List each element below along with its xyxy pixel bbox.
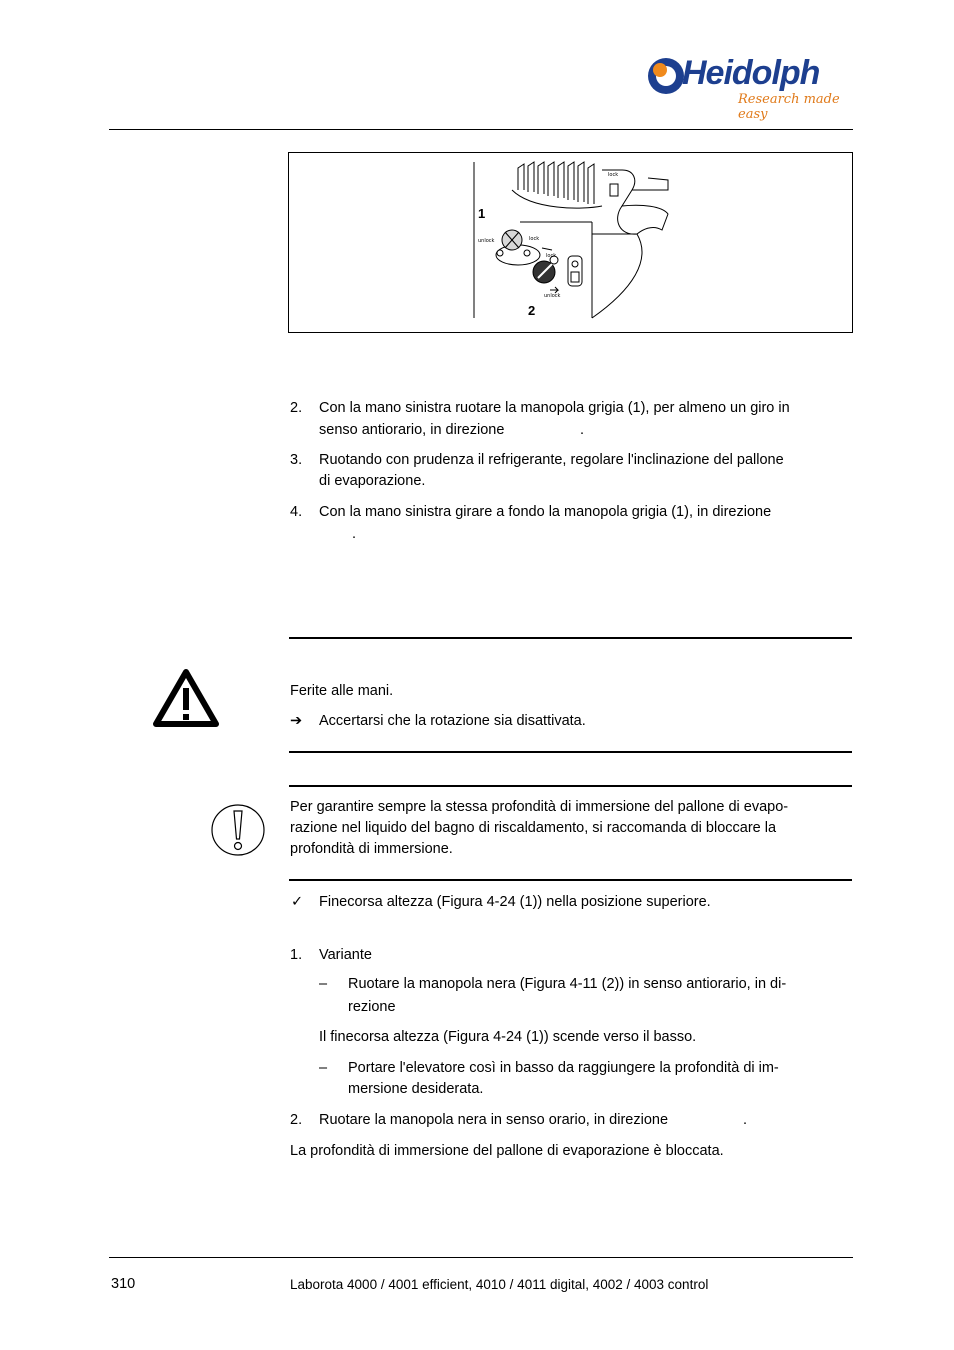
checkmark-icon: ✓ [291, 894, 304, 910]
step-text-end: . [580, 422, 585, 438]
logo-mark-icon [646, 56, 686, 96]
step-text-line: senso antiorario, in direzione [319, 422, 505, 438]
brand-tagline: Research made easy [738, 92, 840, 122]
figure-label-lock-top: lock [529, 236, 540, 242]
sub-dash: – [319, 1060, 328, 1076]
step-text-line: Con la mano sinistra ruotare la manopola grigia (1), per almeno un giro in [319, 400, 790, 416]
note-line: razione nel liquido del bagno di riscaldamento, si raccomanda di bloccare la [290, 820, 777, 836]
figure-callout-2: 2 [528, 303, 536, 318]
warning-text: Ferite alle mani. [290, 683, 394, 699]
step-text-line: di evaporazione. [319, 473, 426, 489]
warning-top-rule [289, 637, 852, 639]
sub-step-line: mersione desiderata. [348, 1081, 484, 1097]
procedure-step-text: Ruotare la manopola nera in senso orario, in direzione [319, 1112, 669, 1128]
device-illustration [472, 160, 672, 320]
sub-step-line: rezione [348, 999, 396, 1015]
step-number: 3. [290, 452, 303, 468]
step-text-line: Con la mano sinistra girare a fondo la manopola grigia (1), in direzione [319, 504, 772, 520]
note-line: profondità di immersione. [290, 841, 453, 857]
figure-label-unlock-knob: unlock [544, 293, 561, 299]
arrow-bullet-icon: ➔ [290, 713, 303, 729]
warning-action: Accertarsi che la rotazione sia disattivata. [319, 713, 586, 729]
warning-bottom-rule [289, 751, 852, 753]
sub-step-line: Portare l'elevatore così in basso da raggiungere la profondità di im- [348, 1060, 779, 1076]
result-text: Il finecorsa altezza (Figura 4-24 (1)) scende verso il basso. [319, 1029, 697, 1045]
header-rule [109, 129, 853, 130]
procedure-step-number: 2. [290, 1112, 303, 1128]
figure-label-lock-knob: lock [546, 253, 557, 259]
sub-step-line: Ruotare la manopola nera (Figura 4-11 (2)) in senso antiorario, in di- [348, 976, 787, 992]
procedure-step-text: Variante [319, 947, 372, 963]
final-result-text: La profondità di immersione del pallone di evaporazione è bloccata. [290, 1143, 724, 1159]
step-text-line: Ruotando con prudenza il refrigerante, regolare l'inclinazione del pallone [319, 452, 784, 468]
note-exclamation-icon [209, 803, 267, 857]
note-bottom-rule [289, 879, 852, 881]
procedure-step-end: . [743, 1112, 748, 1128]
figure-label-unlock-top: unlock [478, 238, 495, 244]
brand-name: Heidolph [682, 54, 820, 92]
step-text-end: . [352, 526, 357, 542]
page-number: 310 [111, 1276, 136, 1292]
step-number: 4. [290, 504, 303, 520]
footer-rule [109, 1257, 853, 1258]
footer-title: Laborota 4000 / 4001 efficient, 4010 / 4011 digital, 4002 / 4003 control [290, 1277, 709, 1292]
step-number: 2. [290, 400, 303, 416]
procedure-step-number: 1. [290, 947, 303, 963]
sub-dash: – [319, 976, 328, 992]
figure-label-lock-corner: lock [608, 172, 619, 178]
note-top-rule [289, 785, 852, 787]
figure-callout-1: 1 [478, 206, 486, 221]
brand-logo [646, 54, 856, 122]
warning-triangle-icon [152, 668, 220, 728]
prerequisite-text: Finecorsa altezza (Figura 4-24 (1)) nella posizione superiore. [319, 894, 711, 910]
note-line: Per garantire sempre la stessa profondità di immersione del pallone di evapo- [290, 799, 789, 815]
